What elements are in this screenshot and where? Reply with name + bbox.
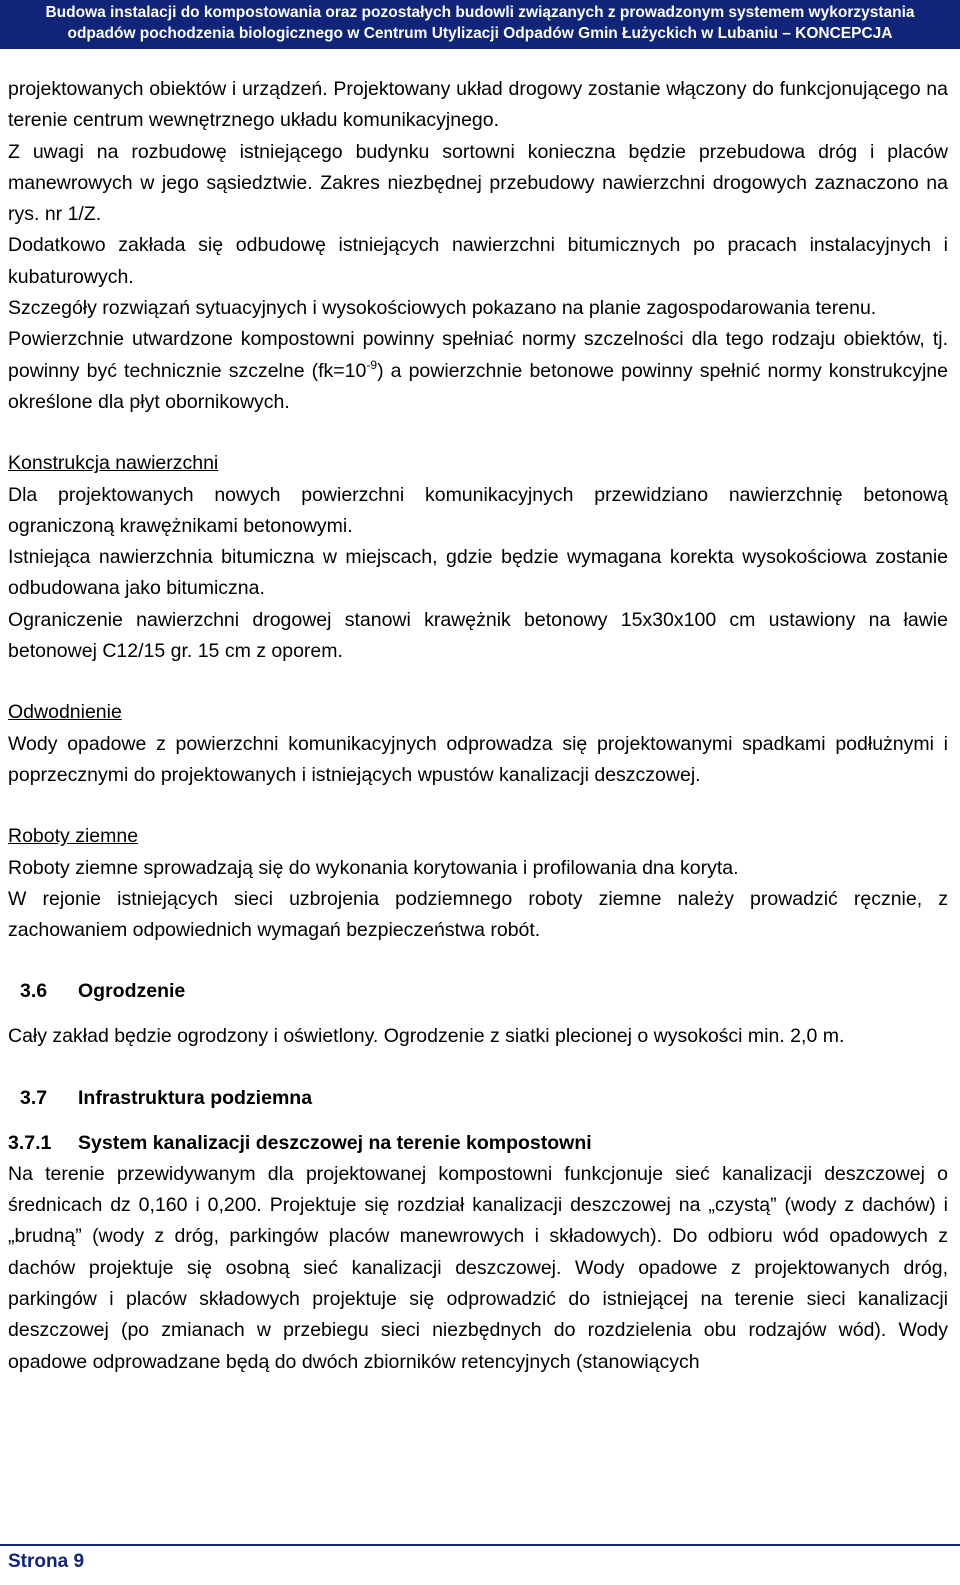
header-line-1: Budowa instalacji do kompostowania oraz pozostałych budowli związanych z prowadzonym systemem wykorzystania [45,4,915,21]
text-run: ) a powierzchnie betonowe powinny spełnić normy konstrukcyjne określone dla płyt obornikowych. [8,359,948,413]
page-number: Strona 9 [8,1551,85,1572]
paragraph: Dodatkowo zakłada się odbudowę istniejących nawierzchni bitumicznych po pracach instalacyjnych i kubaturowych. [8,234,948,288]
subheading-roboty-ziemne: Roboty ziemne [8,825,139,848]
paragraph: Ograniczenie nawierzchni drogowej stanowi krawężnik betonowy 15x30x100 cm ustawiony na ławie betonowej C12/15 gr. 15 cm z oporem. [8,608,948,663]
paragraph: projektowanych obiektów i urządzeń. Projektowany układ drogowy zostanie włączony do funkcjonującego na terenie centrum wewnętrznego układu komunikacyjnego. [8,78,948,132]
section-title: Ogrodzenie [78,980,186,1003]
paragraph: Roboty ziemne sprowadzają się do wykonania korytowania i profilowania dna koryta. [8,856,739,879]
paragraph: Cały zakład będzie ogrodzony i oświetlony. Ogrodzenie z siatki plecionej o wysokości min. 2,0 m. [8,1025,845,1048]
paragraph: Na terenie przewidywanym dla projektowanej kompostowni funkcjonuje sieć kanalizacji deszczowej o średnicach dz 0,160 i 0,200. Projektuje się rozdział kanalizacji deszczowej na „czystą” (wody z dachów) i „brudną” (wody z dróg, parkingów placów manewrowych i składowych). Do odbioru wód opadowych z dachów projektuje się osobną sieć kanalizacji deszczowej. Wody opadowe z projektowanych dróg, parkingów i placów składowych projektuje się odprowadzić do istniejącej na terenie sieci kanalizacji deszczowej (po zmianach w przebiegu sieci niezbędnych do rozdzielenia obu rodzajów wód). Wody opadowe odprowadzane będą do dwóch zbiorników retencyjnych (stanowiących [8,1162,948,1373]
section-title: System kanalizacji deszczowej na terenie kompostowni [78,1131,592,1154]
section-heading-3-6 [8,976,948,1007]
paragraph: Istniejąca nawierzchnia bitumiczna w miejscach, gdzie będzie wymagana korekta wysokościowa zostanie odbudowana jako bitumiczna. [8,546,948,600]
text-run: Powierzchnie utwardzone kompostowni powinny spełniać normy szczelności dla tego rodzaju obiektów, tj. powinny być technicznie szczelne (fk=10 [8,328,948,382]
footer-divider [0,1544,960,1546]
subheading-odwodnienie: Odwodnienie [8,701,122,724]
section-heading-3-7 [8,1083,948,1114]
paragraph [8,324,948,418]
paragraph: Szczegóły rozwiązań sytuacyjnych i wysokościowych pokazano na planie zagospodarowania terenu. [8,297,877,320]
subheading-konstrukcja: Konstrukcja nawierzchni [8,452,219,475]
page-header [0,0,960,49]
paragraph: Z uwagi na rozbudowę istniejącego budynku sortowni konieczna będzie przebudowa dróg i placów manewrowych w jego sąsiedztwie. Zakres niezbędnej przebudowy nawierzchni drogowych zaznaczono na rys. nr 1/Z. [8,140,948,226]
section-number: 3.6 [20,980,48,1003]
header-line-2: odpadów pochodzenia biologicznego w Centrum Utylizacji Odpadów Gmin Łużyckich w Lubaniu – KONCEPCJA [67,25,893,42]
paragraph: Wody opadowe z powierzchni komunikacyjnych odprowadza się projektowanymi spadkami podłużnymi i poprzecznymi do projektowanych i istniejących wpustów kanalizacji deszczowej. [8,732,948,786]
section-title: Infrastruktura podziemna [78,1086,313,1109]
superscript: -9 [366,357,378,372]
paragraph: W rejonie istniejących sieci uzbrojenia podziemnego roboty ziemne należy prowadzić ręcznie, z zachowaniem odpowiednich wymagań bezpieczeństwa robót. [8,887,948,942]
paragraph: Dla projektowanych nowych powierzchni komunikacyjnych przewidziano nawierzchnię betonową ograniczoną krawężnikami betonowymi. [8,483,948,537]
section-number: 3.7 [20,1086,48,1109]
section-heading-3-7-1 [8,1128,948,1159]
section-number: 3.7.1 [8,1131,52,1154]
document-body [8,74,948,1378]
